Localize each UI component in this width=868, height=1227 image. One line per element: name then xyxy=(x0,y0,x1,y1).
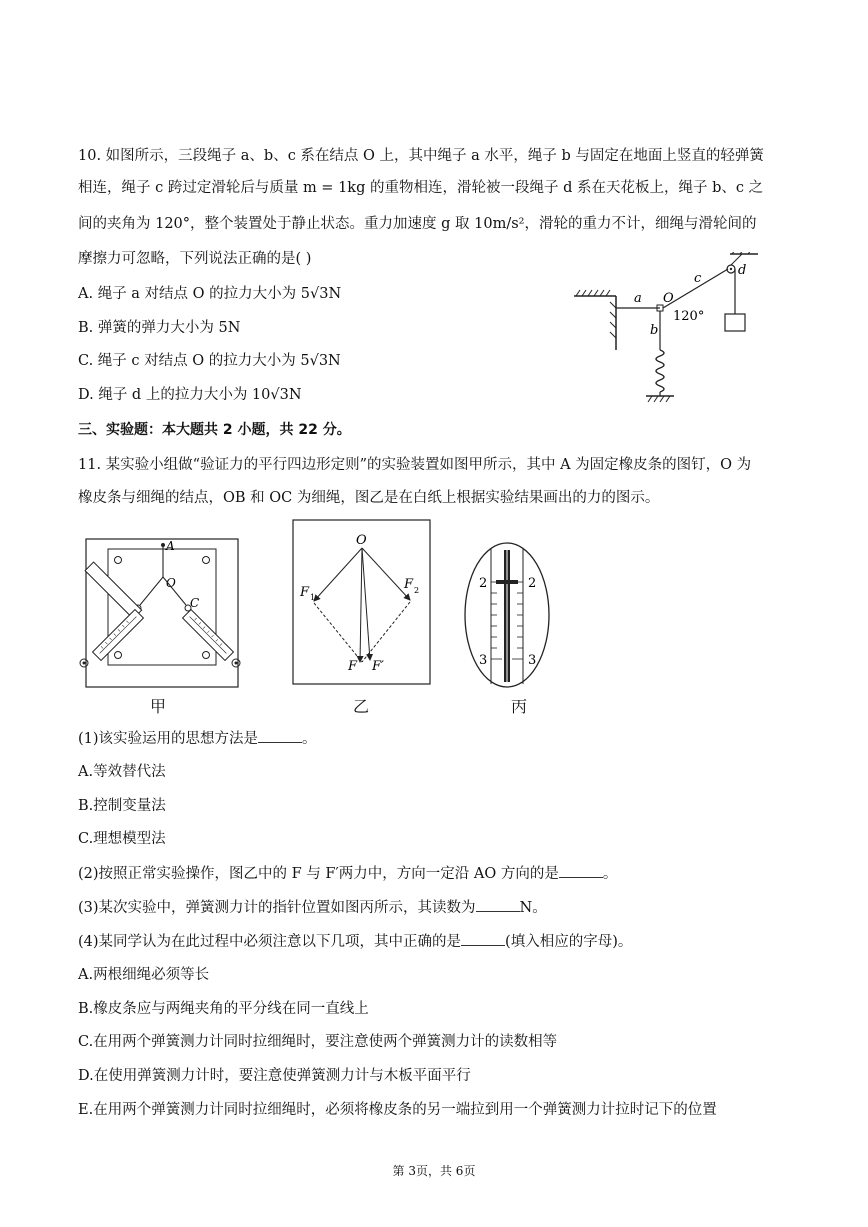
q11-part-2-text: (2)按照正常实验操作，图乙中的 F 与 F′两力中，方向一定沿 AO 方向的是 xyxy=(78,866,559,882)
q11-part-1-option-b[interactable]: B.控制变量法 xyxy=(78,798,166,814)
q11-part-3 xyxy=(78,897,547,918)
q11-part-4-option-e[interactable]: E.在用两个弹簧测力计同时拉细绳时，必须将橡皮条的另一端拉到用一个弹簧测力计拉时记下的位置 xyxy=(78,1102,717,1118)
q11-part-3-text: (3)某次实验中，弹簧测力计的指针位置如图丙所示，其读数为 xyxy=(78,900,476,916)
q11-part-1-option-a[interactable]: A.等效替代法 xyxy=(78,764,166,780)
q10-option-b[interactable]: B. 弹簧的弹力大小为 5N xyxy=(78,320,241,336)
caption-yi: 乙 xyxy=(353,697,370,716)
weight-block xyxy=(725,314,745,331)
section-3-heading: 三、实验题：本大题共 2 小题，共 22 分。 xyxy=(78,422,351,438)
q11-part-1 xyxy=(78,728,317,749)
figure-jia xyxy=(78,535,243,690)
spring xyxy=(656,350,664,392)
label-F2: F xyxy=(404,577,414,592)
q11-part-1-end: 。 xyxy=(302,731,317,747)
caption-jia: 甲 xyxy=(150,697,167,716)
label-a: a xyxy=(634,291,642,306)
q11-line-2: 橡皮条与细绳的结点，OB 和 OC 为细绳，图乙是在白纸上根据实验结果画出的力的图示。 xyxy=(78,490,660,506)
q11-part-1-text: (1)该实验运用的思想方法是 xyxy=(78,731,259,747)
q10-option-c[interactable]: C. 绳子 c 对结点 O 的拉力大小为 5√3N xyxy=(78,353,341,369)
q10-line-2: 相连，绳子 c 跨过定滑轮后与质量 m = 1kg 的重物相连，滑轮被一段绳子 d 系在天花板上，绳子 b、c 之 xyxy=(78,180,764,196)
q11-part-4-end: (填入相应的字母)。 xyxy=(505,934,633,950)
label-d: d xyxy=(738,263,747,278)
q10-option-a[interactable]: A. 绳子 a 对结点 O 的拉力大小为 5√3N xyxy=(78,286,342,302)
label-O-yi: O xyxy=(356,533,367,548)
q11-line-1: 11. 某实验小组做“验证力的平行四边形定则”的实验装置如图甲所示，其中 A 为固定橡皮条的图钉，O 为 xyxy=(78,457,752,473)
q11-part-4 xyxy=(78,931,632,952)
figure-yi xyxy=(292,518,432,686)
q10-pulley-diagram xyxy=(568,252,768,404)
angle-120: 120° xyxy=(673,309,705,324)
label-O-jia: O xyxy=(166,576,176,590)
answer-blank-4[interactable] xyxy=(461,931,505,946)
answer-blank-1[interactable] xyxy=(258,728,302,743)
q11-part-1-option-c[interactable]: C.理想模型法 xyxy=(78,831,166,847)
q11-part-4-option-a[interactable]: A.两根细绳必须等长 xyxy=(78,967,210,983)
label-F1: F xyxy=(300,585,310,600)
answer-blank-2[interactable] xyxy=(559,863,603,878)
q11-part-3-end: N。 xyxy=(519,900,547,916)
figure-bing xyxy=(462,540,552,690)
label-F1-sub: 1 xyxy=(310,593,316,602)
caption-bing: 丙 xyxy=(511,697,528,716)
label-c: c xyxy=(694,271,702,286)
tick-3-left: 3 xyxy=(479,653,488,668)
q11-part-4-option-c[interactable]: C.在用两个弹簧测力计同时拉细绳时，要注意使两个弹簧测力计的读数相等 xyxy=(78,1034,558,1050)
q10-line-1: 10. 如图所示，三段绳子 a、b、c 系在结点 O 上，其中绳子 a 水平，绳子 b 与固定在地面上竖直的轻弹簧 xyxy=(78,148,764,164)
label-A: A xyxy=(166,539,175,553)
q10-option-d[interactable]: D. 绳子 d 上的拉力大小为 10√3N xyxy=(78,387,302,403)
tick-2-right: 2 xyxy=(528,576,537,591)
q11-part-4-option-d[interactable]: D.在使用弹簧测力计时，要注意使弹簧测力计与木板平面平行 xyxy=(78,1068,471,1084)
label-F: F xyxy=(348,659,358,674)
q11-part-4-text: (4)某同学认为在此过程中必须注意以下几项，其中正确的是 xyxy=(78,934,462,950)
q10-line-4: 摩擦力可忽略，下列说法正确的是( ) xyxy=(78,251,312,267)
answer-blank-3[interactable] xyxy=(476,897,520,912)
q11-part-2-end: 。 xyxy=(602,866,618,882)
pointer xyxy=(496,580,518,584)
page-footer: 第 3页，共 6页 xyxy=(392,1164,476,1178)
label-b: b xyxy=(650,323,659,338)
label-F-prime: F′ xyxy=(372,659,384,674)
tick-3-right: 3 xyxy=(528,653,537,668)
q11-part-2 xyxy=(78,863,617,884)
label-C: C xyxy=(190,596,200,610)
tick-2-left: 2 xyxy=(479,576,488,591)
q10-line-3: 间的夹角为 120°，整个装置处于静止状态。重力加速度 g 取 10m/s²，滑轮的重力不计，细绳与滑轮间的 xyxy=(78,216,757,232)
q11-part-4-option-b[interactable]: B.橡皮条应与两绳夹角的平分线在同一直线上 xyxy=(78,1001,369,1017)
label-o: O xyxy=(663,291,674,306)
label-F2-sub: 2 xyxy=(414,586,420,595)
